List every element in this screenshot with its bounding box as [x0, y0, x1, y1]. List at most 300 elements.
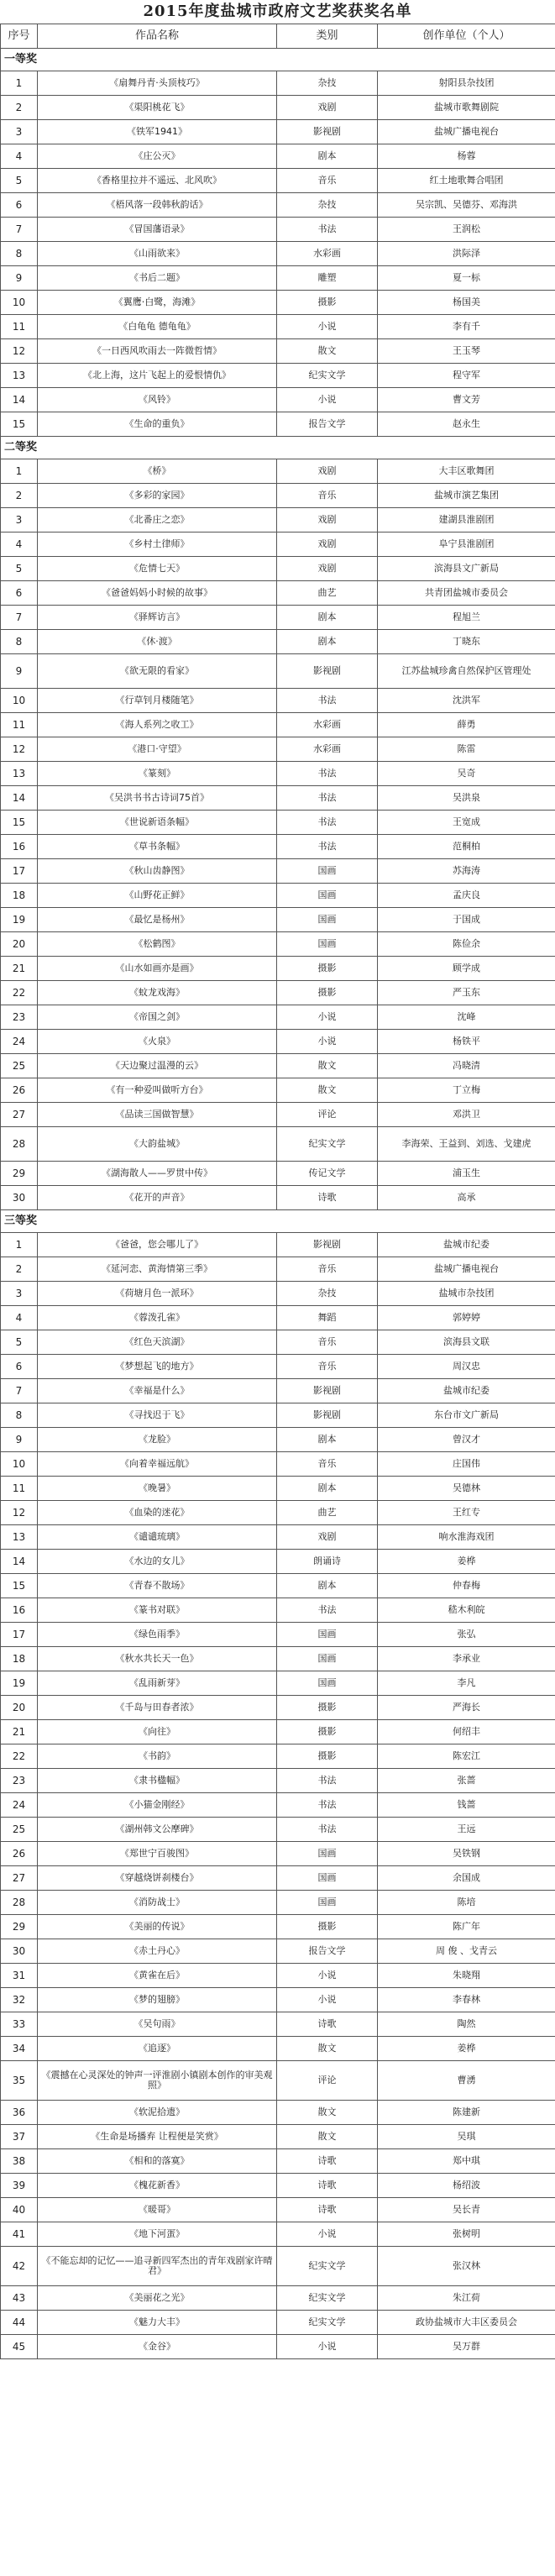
- cell-work: 《美丽花之光》: [38, 2286, 277, 2311]
- table-row: [1, 2335, 555, 2359]
- cell-author: 曹文芳: [378, 388, 555, 412]
- cell-category: 报告文学: [277, 1939, 378, 1964]
- cell-num: 22: [1, 981, 38, 1005]
- cell-category: 散文: [277, 2037, 378, 2061]
- cell-work: 《白龟龟 德龟龟》: [38, 315, 277, 339]
- cell-work: 《生命的重负》: [38, 412, 277, 437]
- cell-work: 《有一种爱叫做听方台》: [38, 1078, 277, 1103]
- cell-category: 剧本: [277, 606, 378, 630]
- table-row: [1, 2198, 555, 2222]
- cell-num: 10: [1, 689, 38, 713]
- table-row: [1, 120, 555, 144]
- cell-author: 余国成: [378, 1866, 555, 1891]
- cell-num: 19: [1, 1671, 38, 1696]
- cell-category: 戏剧: [277, 96, 378, 120]
- table-row: [1, 388, 555, 412]
- cell-work: 《北番庄之恋》: [38, 508, 277, 533]
- table-row: [1, 96, 555, 120]
- table-row: [1, 484, 555, 508]
- cell-category: 剧本: [277, 144, 378, 169]
- cell-num: 29: [1, 1915, 38, 1939]
- cell-author: 射阳县杂技团: [378, 71, 555, 96]
- table-row: [1, 1720, 555, 1744]
- cell-author: 李海荣、王益到、刘选、戈建虎: [378, 1127, 555, 1162]
- cell-author: 程守军: [378, 364, 555, 388]
- cell-num: 30: [1, 1186, 38, 1210]
- cell-num: 17: [1, 1623, 38, 1647]
- cell-author: 陈雷: [378, 737, 555, 762]
- cell-num: 30: [1, 1939, 38, 1964]
- cell-category: 音乐: [277, 169, 378, 193]
- table-row: [1, 713, 555, 737]
- cell-num: 43: [1, 2286, 38, 2311]
- cell-category: 雕塑: [277, 266, 378, 291]
- table-row: [1, 1403, 555, 1428]
- cell-work: 《湖州韩文公摩碑》: [38, 1818, 277, 1842]
- cell-author: 姜桦: [378, 2037, 555, 2061]
- table-row: [1, 169, 555, 193]
- cell-work: 《消防战士》: [38, 1891, 277, 1915]
- cell-work: 《香格里拉并不遥远、北风吹》: [38, 169, 277, 193]
- cell-category: 书法: [277, 762, 378, 786]
- cell-author: 盐城市演艺集团: [378, 484, 555, 508]
- cell-category: 戏剧: [277, 533, 378, 557]
- table-row: [1, 2286, 555, 2311]
- table-row: [1, 1988, 555, 2012]
- cell-work: 《松鹤图》: [38, 932, 277, 957]
- cell-work: 《海人系列之收工》: [38, 713, 277, 737]
- cell-author: 何绍丰: [378, 1720, 555, 1744]
- cell-num: 12: [1, 737, 38, 762]
- table-row: [1, 762, 555, 786]
- cell-category: 剧本: [277, 1477, 378, 1501]
- cell-num: 9: [1, 266, 38, 291]
- cell-author: 冯晓清: [378, 1054, 555, 1078]
- cell-work: 《渠阳桃花飞》: [38, 96, 277, 120]
- cell-author: 盐城市杂技团: [378, 1282, 555, 1306]
- cell-num: 26: [1, 1842, 38, 1866]
- table-row: [1, 557, 555, 581]
- cell-work: 《桥》: [38, 459, 277, 484]
- cell-num: 14: [1, 786, 38, 811]
- cell-author: 政协盐城市大丰区委员会: [378, 2311, 555, 2335]
- cell-work: 《翼鹰·白鹭，海滩》: [38, 291, 277, 315]
- table-row: [1, 533, 555, 557]
- cell-author: 陈俭余: [378, 932, 555, 957]
- cell-category: 传记文学: [277, 1162, 378, 1186]
- table-row: [1, 1915, 555, 1939]
- cell-work: 《郑世宁百骏图》: [38, 1842, 277, 1866]
- cell-num: 4: [1, 1306, 38, 1330]
- cell-author: 王远: [378, 1818, 555, 1842]
- section-heading-row: [1, 437, 555, 459]
- cell-num: 11: [1, 315, 38, 339]
- cell-author: 张汉林: [378, 2247, 555, 2286]
- cell-num: 4: [1, 533, 38, 557]
- cell-category: 杂技: [277, 193, 378, 218]
- cell-author: 浦玉生: [378, 1162, 555, 1186]
- cell-author: 大丰区歌舞团: [378, 459, 555, 484]
- cell-work: 《金谷》: [38, 2335, 277, 2359]
- cell-author: 盐城广播电视台: [378, 1257, 555, 1282]
- table-row: [1, 242, 555, 266]
- cell-work: 《秋水共长天一色》: [38, 1647, 277, 1671]
- cell-category: 国画: [277, 1647, 378, 1671]
- table-row: [1, 2222, 555, 2247]
- table-row: [1, 144, 555, 169]
- cell-category: 水彩画: [277, 737, 378, 762]
- cell-author: 杨绍波: [378, 2174, 555, 2198]
- cell-category: 杂技: [277, 1282, 378, 1306]
- cell-author: 吴奇: [378, 762, 555, 786]
- cell-category: 影视剧: [277, 654, 378, 689]
- cell-num: 9: [1, 1428, 38, 1452]
- cell-work: 《暖哥》: [38, 2198, 277, 2222]
- cell-author: 陈宏江: [378, 1744, 555, 1769]
- cell-category: 诗歌: [277, 2012, 378, 2037]
- cell-work: 《扇舞丹青·头顶枝巧》: [38, 71, 277, 96]
- cell-category: 摄影: [277, 981, 378, 1005]
- cell-category: 音乐: [277, 1257, 378, 1282]
- cell-num: 11: [1, 713, 38, 737]
- cell-author: 吴宗凯、吴德芬、邓海洪: [378, 193, 555, 218]
- table-row: [1, 2174, 555, 2198]
- cell-work: 《生命是场播弃 让程便是笑赏》: [38, 2125, 277, 2149]
- table-row: [1, 1452, 555, 1477]
- table-row: [1, 291, 555, 315]
- cell-work: 《延河恋、黄海情第三季》: [38, 1257, 277, 1282]
- cell-work: 《行草钊月楼随笔》: [38, 689, 277, 713]
- section-heading: 二等奖: [1, 437, 555, 459]
- table-row: [1, 689, 555, 713]
- cell-work: 《湖海散人——罗贯中传》: [38, 1162, 277, 1186]
- table-row: [1, 364, 555, 388]
- cell-num: 34: [1, 2037, 38, 2061]
- cell-num: 28: [1, 1891, 38, 1915]
- cell-num: 8: [1, 242, 38, 266]
- cell-category: 小说: [277, 388, 378, 412]
- cell-work: 《相和的落寞》: [38, 2149, 277, 2174]
- cell-work: 《草书条幅》: [38, 835, 277, 859]
- cell-author: 于国成: [378, 908, 555, 932]
- cell-author: 李有千: [378, 315, 555, 339]
- cell-author: 曾汉才: [378, 1428, 555, 1452]
- table-row: [1, 1054, 555, 1078]
- cell-num: 26: [1, 1078, 38, 1103]
- table-row: [1, 315, 555, 339]
- cell-author: 丁立梅: [378, 1078, 555, 1103]
- cell-work: 《山雨欲来》: [38, 242, 277, 266]
- cell-author: 王润松: [378, 218, 555, 242]
- cell-author: 建湖县淮剧团: [378, 508, 555, 533]
- table-row: [1, 2101, 555, 2125]
- table-row: [1, 1306, 555, 1330]
- table-row: [1, 1647, 555, 1671]
- table-row: [1, 1330, 555, 1355]
- cell-category: 诗歌: [277, 1186, 378, 1210]
- cell-category: 纪实文学: [277, 2247, 378, 2286]
- table-row: [1, 630, 555, 654]
- table-row: [1, 737, 555, 762]
- cell-author: 高承: [378, 1186, 555, 1210]
- cell-category: 小说: [277, 1988, 378, 2012]
- cell-category: 摄影: [277, 291, 378, 315]
- table-row: [1, 654, 555, 689]
- cell-category: 水彩画: [277, 242, 378, 266]
- cell-work: 《青春不散场》: [38, 1574, 277, 1598]
- table-row: [1, 1769, 555, 1793]
- cell-num: 19: [1, 908, 38, 932]
- cell-author: 仲春梅: [378, 1574, 555, 1598]
- cell-author: 钱蔷: [378, 1793, 555, 1818]
- cell-work: 《多彩的家园》: [38, 484, 277, 508]
- cell-num: 1: [1, 71, 38, 96]
- cell-author: 薛勇: [378, 713, 555, 737]
- cell-author: 孟庆良: [378, 884, 555, 908]
- table-row: [1, 1525, 555, 1550]
- cell-category: 报告文学: [277, 412, 378, 437]
- cell-num: 10: [1, 291, 38, 315]
- cell-author: 庄国伟: [378, 1452, 555, 1477]
- cell-num: 6: [1, 193, 38, 218]
- cell-work: 《荷塘月色一派环》: [38, 1282, 277, 1306]
- table-row: [1, 1186, 555, 1210]
- cell-category: 戏剧: [277, 557, 378, 581]
- table-row: [1, 508, 555, 533]
- cell-num: 4: [1, 144, 38, 169]
- table-row: [1, 71, 555, 96]
- table-row: [1, 581, 555, 606]
- cell-work: 《穿越烧饼刹楼台》: [38, 1866, 277, 1891]
- table-row: [1, 2247, 555, 2286]
- cell-category: 评论: [277, 1103, 378, 1127]
- table-row: [1, 932, 555, 957]
- cell-num: 13: [1, 1525, 38, 1550]
- cell-work: 《震撼在心灵深处的钟声一评淮剧小镇剧本创作的审美观照》: [38, 2061, 277, 2101]
- cell-num: 20: [1, 932, 38, 957]
- cell-work: 《帝国之剑》: [38, 1005, 277, 1030]
- cell-num: 16: [1, 835, 38, 859]
- table-row: [1, 1964, 555, 1988]
- cell-work: 《书后二题》: [38, 266, 277, 291]
- cell-work: 《山水如画亦是画》: [38, 957, 277, 981]
- cell-category: 书法: [277, 811, 378, 835]
- cell-work: 《寻找迟于飞》: [38, 1403, 277, 1428]
- cell-work: 《隶书楹幅》: [38, 1769, 277, 1793]
- cell-num: 18: [1, 1647, 38, 1671]
- cell-work: 《蚊龙戏海》: [38, 981, 277, 1005]
- cell-author: 王玉琴: [378, 339, 555, 364]
- table-row: [1, 2311, 555, 2335]
- cell-num: 41: [1, 2222, 38, 2247]
- cell-category: 戏剧: [277, 508, 378, 533]
- cell-work: 《水边的女儿》: [38, 1550, 277, 1574]
- cell-work: 《驿辉访言》: [38, 606, 277, 630]
- cell-work: 《吴洪书书古诗词75首》: [38, 786, 277, 811]
- table-row: [1, 412, 555, 437]
- cell-author: 朱晓翔: [378, 1964, 555, 1988]
- cell-num: 16: [1, 1598, 38, 1623]
- cell-num: 24: [1, 1793, 38, 1818]
- cell-work: 《美丽的传说》: [38, 1915, 277, 1939]
- cell-work: 《晚暑》: [38, 1477, 277, 1501]
- cell-num: 9: [1, 654, 38, 689]
- cell-author: 江苏盐城珍禽自然保护区管理处: [378, 654, 555, 689]
- cell-category: 国画: [277, 1891, 378, 1915]
- cell-num: 29: [1, 1162, 38, 1186]
- table-row: [1, 786, 555, 811]
- award-table: [0, 24, 555, 2359]
- cell-work: 《绿色雨季》: [38, 1623, 277, 1647]
- cell-author: 周汉忠: [378, 1355, 555, 1379]
- table-row: [1, 835, 555, 859]
- table-row: [1, 981, 555, 1005]
- header-work: 作品名称: [38, 24, 277, 49]
- cell-num: 11: [1, 1477, 38, 1501]
- cell-work: 《槐花新香》: [38, 2174, 277, 2198]
- table-row: [1, 1671, 555, 1696]
- cell-category: 影视剧: [277, 1233, 378, 1257]
- cell-work: 《花开的声音》: [38, 1186, 277, 1210]
- cell-num: 25: [1, 1054, 38, 1078]
- cell-work: 《欲无限的看家》: [38, 654, 277, 689]
- table-row: [1, 2149, 555, 2174]
- cell-category: 诗歌: [277, 2149, 378, 2174]
- cell-author: 朱江荷: [378, 2286, 555, 2311]
- table-row: [1, 1030, 555, 1054]
- table-row: [1, 459, 555, 484]
- cell-author: 陶然: [378, 2012, 555, 2037]
- cell-work: 《大韵盐城》: [38, 1127, 277, 1162]
- cell-author: 张蔷: [378, 1769, 555, 1793]
- cell-work: 《风铃》: [38, 388, 277, 412]
- cell-num: 32: [1, 1988, 38, 2012]
- table-row: [1, 218, 555, 242]
- table-row: [1, 1233, 555, 1257]
- cell-work: 《幸福是什么》: [38, 1379, 277, 1403]
- cell-num: 13: [1, 762, 38, 786]
- cell-author: 盐城市歌舞剧院: [378, 96, 555, 120]
- cell-num: 31: [1, 1964, 38, 1988]
- cell-category: 书法: [277, 835, 378, 859]
- cell-work: 《小猫金刚经》: [38, 1793, 277, 1818]
- cell-num: 37: [1, 2125, 38, 2149]
- cell-author: 严玉东: [378, 981, 555, 1005]
- cell-category: 剧本: [277, 630, 378, 654]
- cell-category: 诗歌: [277, 2198, 378, 2222]
- table-row: [1, 1477, 555, 1501]
- cell-num: 15: [1, 1574, 38, 1598]
- cell-author: 共青团盐城市委员会: [378, 581, 555, 606]
- table-row: [1, 811, 555, 835]
- cell-author: 吴长青: [378, 2198, 555, 2222]
- table-row: [1, 1005, 555, 1030]
- cell-author: 洪际泽: [378, 242, 555, 266]
- cell-work: 《千岛与田春者浓》: [38, 1696, 277, 1720]
- cell-author: 杨蓉: [378, 144, 555, 169]
- table-row: [1, 1598, 555, 1623]
- cell-category: 散文: [277, 1054, 378, 1078]
- cell-work: 《秋山齿静图》: [38, 859, 277, 884]
- cell-author: 杨国美: [378, 291, 555, 315]
- section-heading-row: [1, 49, 555, 71]
- cell-category: 摄影: [277, 1744, 378, 1769]
- cell-num: 33: [1, 2012, 38, 2037]
- cell-num: 15: [1, 412, 38, 437]
- table-row: [1, 2037, 555, 2061]
- cell-author: 王宽成: [378, 811, 555, 835]
- cell-num: 15: [1, 811, 38, 835]
- cell-author: 阜宁县淮剧团: [378, 533, 555, 557]
- cell-num: 5: [1, 1330, 38, 1355]
- cell-author: 张弘: [378, 1623, 555, 1647]
- cell-work: 《品读三国做智慧》: [38, 1103, 277, 1127]
- table-row: [1, 859, 555, 884]
- cell-num: 45: [1, 2335, 38, 2359]
- award-table-body: [1, 49, 555, 2359]
- cell-work: 《篆书对联》: [38, 1598, 277, 1623]
- cell-category: 影视剧: [277, 120, 378, 144]
- cell-category: 影视剧: [277, 1379, 378, 1403]
- table-row: [1, 339, 555, 364]
- cell-category: 小说: [277, 2222, 378, 2247]
- cell-author: 苏海涛: [378, 859, 555, 884]
- cell-author: 郭婷婷: [378, 1306, 555, 1330]
- cell-author: 严海长: [378, 1696, 555, 1720]
- cell-work: 《乱雨新芽》: [38, 1671, 277, 1696]
- table-row: [1, 1891, 555, 1915]
- cell-num: 14: [1, 1550, 38, 1574]
- cell-num: 6: [1, 1355, 38, 1379]
- cell-num: 6: [1, 581, 38, 606]
- cell-num: 7: [1, 606, 38, 630]
- cell-category: 国画: [277, 1671, 378, 1696]
- cell-category: 国画: [277, 1866, 378, 1891]
- table-row: [1, 606, 555, 630]
- cell-author: 丁晓东: [378, 630, 555, 654]
- cell-category: 杂技: [277, 71, 378, 96]
- table-row: [1, 1818, 555, 1842]
- cell-num: 1: [1, 459, 38, 484]
- section-heading: 一等奖: [1, 49, 555, 71]
- cell-num: 14: [1, 388, 38, 412]
- cell-author: 嵇木利皖: [378, 1598, 555, 1623]
- cell-work: 《向往》: [38, 1720, 277, 1744]
- cell-num: 3: [1, 508, 38, 533]
- cell-author: 周 俊 、戈青云: [378, 1939, 555, 1964]
- cell-category: 曲艺: [277, 581, 378, 606]
- cell-category: 诗歌: [277, 2174, 378, 2198]
- cell-author: 姜桦: [378, 1550, 555, 1574]
- table-row: [1, 1282, 555, 1306]
- cell-work: 《梦想起飞的地方》: [38, 1355, 277, 1379]
- cell-work: 《一日西风吹雨去一阵微哲情》: [38, 339, 277, 364]
- table-row: [1, 1939, 555, 1964]
- table-row: [1, 957, 555, 981]
- cell-author: 陈广年: [378, 1915, 555, 1939]
- cell-num: 27: [1, 1866, 38, 1891]
- table-row: [1, 266, 555, 291]
- cell-work: 《篆刻》: [38, 762, 277, 786]
- cell-category: 书法: [277, 1793, 378, 1818]
- table-row: [1, 2061, 555, 2101]
- cell-author: 东台市文广新局: [378, 1403, 555, 1428]
- cell-num: 2: [1, 1257, 38, 1282]
- cell-work: 《冒国藩语录》: [38, 218, 277, 242]
- section-heading: 三等奖: [1, 1210, 555, 1233]
- cell-work: 《吴句雨》: [38, 2012, 277, 2037]
- cell-category: 书法: [277, 1769, 378, 1793]
